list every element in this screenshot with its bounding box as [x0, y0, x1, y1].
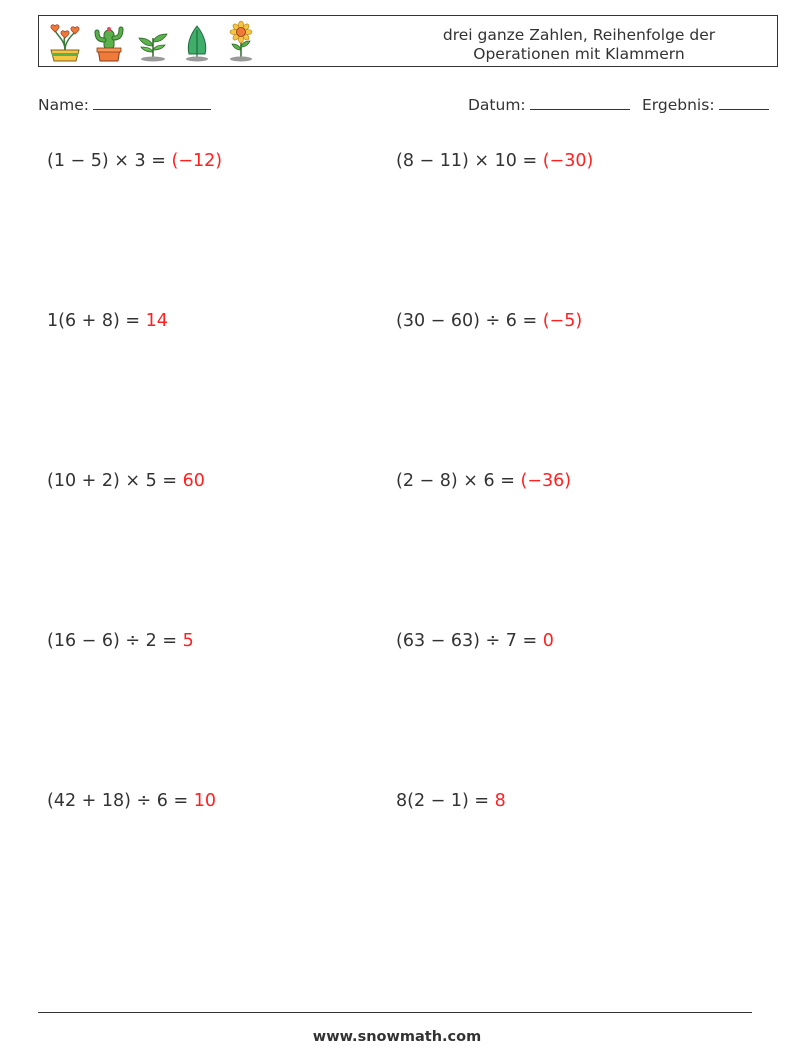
problem-4 — [396, 311, 582, 331]
problem-5 — [47, 471, 205, 491]
problem-answer: (−36) — [520, 471, 572, 491]
worksheet-title — [419, 26, 739, 64]
worksheet-header — [38, 15, 778, 67]
plant-icons — [43, 20, 263, 64]
footer-url[interactable]: www.snowmath.com — [312, 1029, 482, 1045]
name-field — [38, 93, 211, 114]
result-label: Ergebnis: — [642, 96, 715, 114]
problem-8 — [396, 631, 554, 651]
problem-2 — [396, 151, 593, 171]
problem-expression: (16 − 6) ÷ 2 = — [47, 631, 177, 651]
problem-answer: (−30) — [542, 151, 594, 171]
problem-expression: (8 − 11) × 10 = — [396, 151, 538, 171]
heart-plant-icon — [43, 20, 87, 64]
problem-expression: 8(2 − 1) = — [396, 791, 490, 811]
problem-expression: (63 − 63) ÷ 7 = — [396, 631, 538, 651]
problem-expression: (42 + 18) ÷ 6 = — [47, 791, 189, 811]
problem-expression: (10 + 2) × 5 = — [47, 471, 177, 491]
name-blank[interactable] — [93, 93, 211, 110]
problem-9 — [47, 791, 216, 811]
problem-answer: 0 — [542, 631, 554, 651]
problem-10 — [396, 791, 506, 811]
problem-expression: (2 − 8) × 6 = — [396, 471, 515, 491]
title-line-1: drei ganze Zahlen, Reihenfolge der — [442, 26, 716, 44]
date-field — [468, 93, 630, 114]
leaf-tree-icon — [175, 20, 219, 64]
problem-answer: 60 — [182, 471, 205, 491]
problem-6 — [396, 471, 571, 491]
date-blank[interactable] — [530, 93, 630, 110]
problem-3 — [47, 311, 168, 331]
problem-answer: 10 — [193, 791, 216, 811]
problem-expression: (30 − 60) ÷ 6 = — [396, 311, 538, 331]
problem-answer: 8 — [494, 791, 506, 811]
result-blank[interactable] — [719, 93, 769, 110]
sprout-icon — [131, 20, 175, 64]
problem-answer: 14 — [145, 311, 168, 331]
problem-answer: 5 — [182, 631, 194, 651]
date-label: Datum: — [468, 96, 526, 114]
cactus-icon — [87, 20, 131, 64]
problem-7 — [47, 631, 194, 651]
problem-answer: (−12) — [171, 151, 223, 171]
footer-divider — [38, 1012, 752, 1013]
sunflower-icon — [219, 20, 263, 64]
problem-1 — [47, 151, 222, 171]
problem-answer: (−5) — [542, 311, 583, 331]
name-label: Name: — [38, 96, 89, 114]
problem-expression: (1 − 5) × 3 = — [47, 151, 166, 171]
title-line-2: Operationen mit Klammern — [473, 45, 685, 63]
result-field — [642, 93, 769, 114]
problem-expression: 1(6 + 8) = — [47, 311, 141, 331]
